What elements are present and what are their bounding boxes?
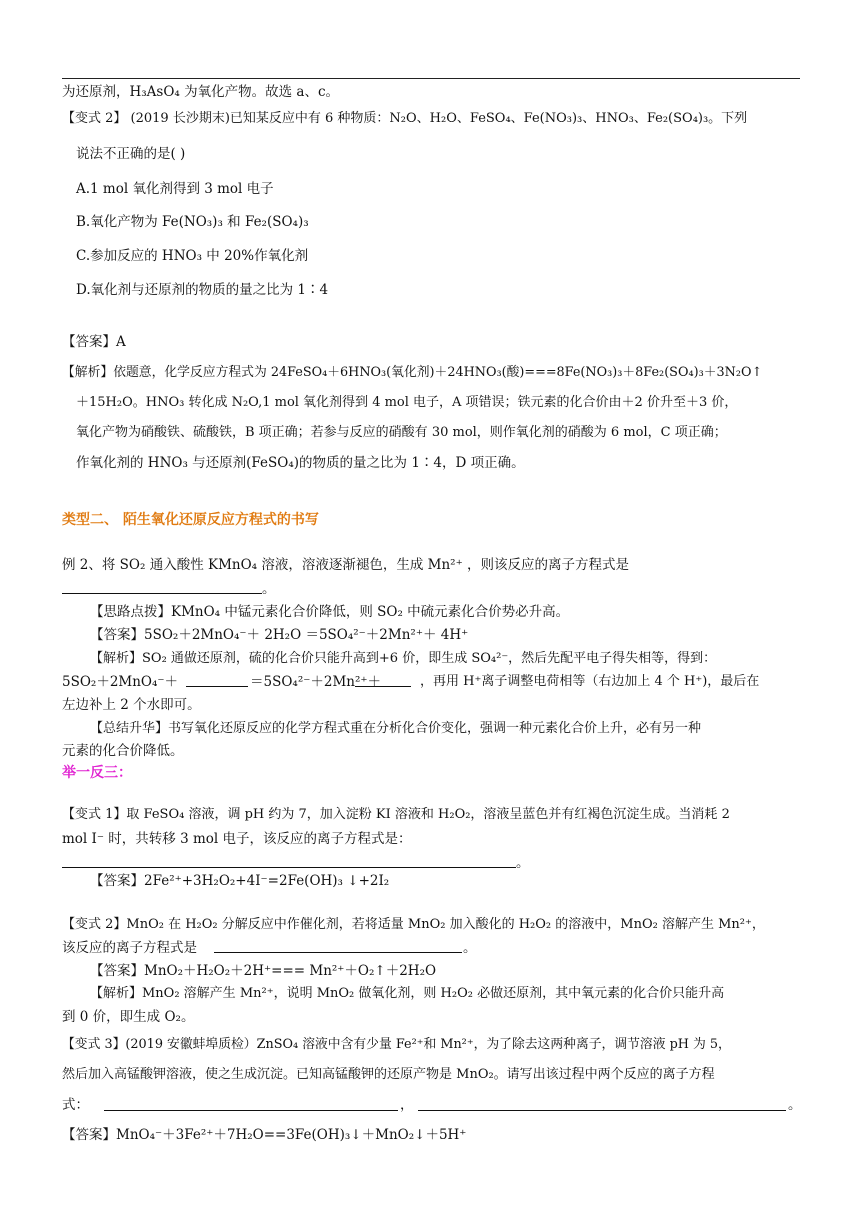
answer-line: 【答案】2Fe²⁺+3H₂O₂+4I⁻=2Fe(OH)₃ ↓+2I₂ — [90, 873, 390, 889]
text-line: ，再用 H⁺离子调整电荷相等（右边加上 4 个 H⁺)，最后在 — [420, 674, 760, 689]
answer-line: 【答案】5SO₂＋2MnO₄⁻＋ 2H₂O ＝5SO₄²⁻＋2Mn²⁺＋ 4H⁺ — [90, 627, 469, 643]
analysis-line: 氧化产物为硝酸铁、硫酸铁，B 项正确；若参与反应的硝酸有 30 mol，则作氧化剂的硝酸为 6 mol，C 项正确； — [76, 425, 727, 440]
example-2-question: 例 2、将 SO₂ 通入酸性 KMnO₄ 溶液，溶液逐渐褪色，生成 Mn²⁺ ，则该反应的离子方程式是 — [62, 557, 629, 573]
variant-3-question: 【变式 3】(2019 安徽蚌埠质检）ZnSO₄ 溶液中含有少量 Fe²⁺和 Mn²⁺，为了除去这两种离子，调节溶液 pH 为 5， — [62, 1037, 731, 1052]
answer-blank — [186, 686, 248, 687]
summary-line: 【总结升华】书写氧化还原反应的化学方程式重在分析化合价变化，强调一种元素化合价上升，必有另一种 — [90, 721, 702, 736]
analysis-line: ＋15H₂O。HNO₃ 转化成 N₂O,1 mol 氧化剂得到 4 mol 电子，A 项错误；铁元素的化合价由＋2 价升至＋3 价， — [76, 395, 738, 410]
answer-line: 【答案】MnO₄⁻＋3Fe²⁺＋7H₂O==3Fe(OH)₃↓＋MnO₂↓＋5H⁺ — [62, 1127, 467, 1143]
variant-1-question: 【变式 1】取 FeSO₄ 溶液，调 pH 约为 7，加入淀粉 KI 溶液和 H₂O₂，溶液呈蓝色并有红褐色沉淀生成。当消耗 2 — [62, 807, 730, 822]
answer-blank — [355, 686, 411, 687]
answer-line: 【答案】MnO₂＋H₂O₂＋2H⁺=== Mn²⁺＋O₂↑＋2H₂O — [90, 963, 437, 979]
summary-line: 元素的化合价降低。 — [62, 743, 184, 759]
analysis-line: 【解析】MnO₂ 溶解产生 Mn²⁺，说明 MnO₂ 做氧化剂，则 H₂O₂ 必做还原剂，其中氧元素的化合价只能升高 — [90, 986, 725, 1001]
option-a: A.1 mol 氧化剂得到 3 mol 电子 — [76, 181, 274, 197]
hint-line: 【思路点拨】KMnO₄ 中锰元素化合价降低，则 SO₂ 中硫元素化合价势必升高。 — [90, 604, 570, 620]
analysis-line: 【解析】SO₂ 通做还原剂，硫的化合价只能升高到+6 价，即生成 SO₄²⁻，然后先配平电子得失相等，得到： — [90, 651, 717, 666]
analysis-line: 作氧化剂的 HNO₃ 与还原剂(FeSO₄)的物质的量之比为 1∶4，D 项正确。 — [76, 455, 525, 471]
text-line: 为还原剂，H₃AsO₄ 为氧化产物。故选 a、c。 — [62, 84, 340, 100]
option-d: D.氧化剂与还原剂的物质的量之比为 1∶4 — [76, 282, 329, 298]
text-line: ＝5SO₄²⁻＋2Mn²⁺＋ — [250, 674, 381, 690]
text-line: mol I⁻ 时，共转移 3 mol 电子，该反应的离子方程式是： — [62, 831, 412, 847]
option-b: B.氧化产物为 Fe(NO₃)₃ 和 Fe₂(SO₄)₃ — [76, 214, 309, 230]
subsection-label: 举一反三： — [62, 765, 132, 781]
analysis-line: 【解析】依题意，化学反应方程式为 24FeSO₄＋6HNO₃(氧化剂)＋24HNO₃(酸)===8Fe(NO₃)₃＋8Fe₂(SO₄)₃＋3N₂O↑ — [62, 365, 763, 380]
text-line: 5SO₂＋2MnO₄⁻＋ — [62, 674, 179, 690]
variant-2-question: 【变式 2】 (2019 长沙期末)已知某反应中有 6 种物质：N₂O、H₂O、FeSO₄、Fe(NO₃)₃、HNO₃、Fe₂(SO₄)₃。下列 — [62, 111, 748, 126]
section-heading: 类型二、 陌生氧化还原反应方程式的书写 — [62, 512, 319, 528]
header-rule — [62, 78, 800, 79]
text-line: 该反应的离子方程式是 — [62, 940, 197, 956]
answer-line: 【答案】A — [62, 334, 126, 350]
answer-blank — [418, 1110, 786, 1111]
text-line: 。 — [262, 581, 276, 597]
text-line: 然后加入高锰酸钾溶液，使之生成沉淀。已知高锰酸钾的还原产物是 MnO₂。请写出该过程中两个反应的离子方程 — [62, 1067, 715, 1082]
answer-blank — [62, 867, 516, 868]
option-c: C.参加反应的 HNO₃ 中 20%作氧化剂 — [76, 248, 309, 264]
variant-2b-question: 【变式 2】MnO₂ 在 H₂O₂ 分解反应中作催化剂，若将适量 MnO₂ 加入酸化的 H₂O₂ 的溶液中，MnO₂ 溶解产生 Mn²⁺， — [62, 917, 765, 932]
text-line: 左边补上 2 个水即可。 — [62, 697, 201, 713]
text-line: 。 — [463, 940, 477, 956]
text-line: 。 — [788, 1097, 802, 1113]
answer-blank — [62, 593, 262, 594]
text-line: 说法不正确的是( ) — [76, 146, 186, 162]
answer-blank — [104, 1110, 398, 1111]
text-line: 式： — [62, 1097, 89, 1113]
answer-blank — [214, 952, 462, 953]
text-line: ， — [400, 1097, 414, 1113]
analysis-line: 到 0 价，即生成 O₂。 — [62, 1009, 195, 1025]
text-line: 。 — [516, 855, 530, 871]
